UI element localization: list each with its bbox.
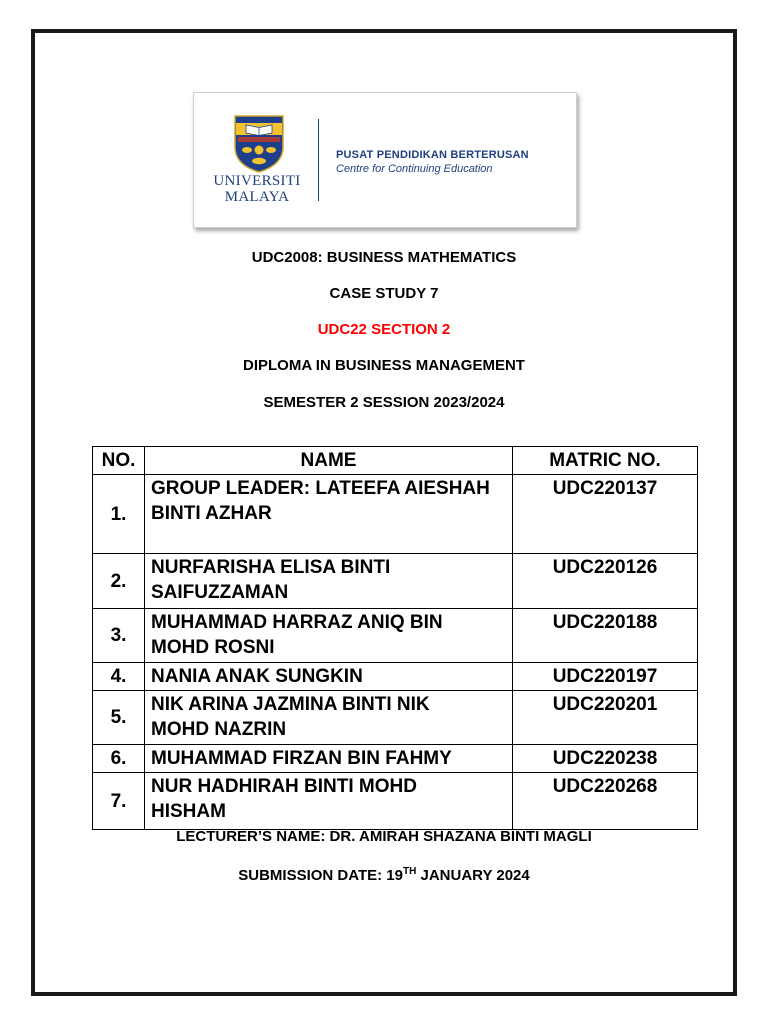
- member-name-line: MUHAMMAD HARRAZ ANIQ BIN: [151, 612, 443, 633]
- matric-number: UDC220126: [513, 554, 698, 609]
- row-number: 7.: [93, 773, 145, 830]
- table-header-row: [93, 447, 698, 475]
- semester-session: SEMESTER 2 SESSION 2023/2024: [263, 394, 505, 411]
- university-logo-banner: [193, 92, 577, 228]
- member-name-line: NUR HADHIRAH BINTI MOHD: [151, 776, 417, 797]
- lecturer-name: LECTURER’S NAME: DR. AMIRAH SHAZANA BINTI MAGLI: [176, 828, 592, 845]
- row-number: 1.: [93, 475, 145, 554]
- submission-date-prefix: SUBMISSION DATE: 19: [238, 867, 403, 884]
- centre-name-malay: PUSAT PENDIDIKAN BERTERUSAN: [336, 149, 529, 161]
- programme-name: DIPLOMA IN BUSINESS MANAGEMENT: [243, 357, 525, 374]
- course-title: UDC2008: BUSINESS MATHEMATICS: [251, 249, 517, 266]
- group-members-table: [92, 446, 698, 830]
- member-name: [145, 691, 513, 745]
- section-label: UDC22 SECTION 2: [317, 321, 451, 338]
- matric-number: UDC220137: [513, 475, 698, 554]
- matric-number: UDC220201: [513, 691, 698, 745]
- matric-number: UDC220197: [513, 663, 698, 691]
- matric-number: UDC220268: [513, 773, 698, 830]
- row-number: 4.: [93, 663, 145, 691]
- submission-date: [0, 867, 768, 885]
- table-row: [93, 745, 698, 773]
- member-name-line: SAIFUZZAMAN: [151, 582, 289, 603]
- case-study-title: CASE STUDY 7: [329, 285, 439, 302]
- university-name-line-2: MALAYA: [224, 189, 290, 205]
- member-name-line: MOHD ROSNI: [151, 637, 275, 658]
- member-name-line: NANIA ANAK SUNGKIN: [151, 666, 363, 687]
- row-number: 6.: [93, 745, 145, 773]
- member-name: [145, 773, 513, 830]
- table-row: [93, 773, 698, 830]
- matric-number: UDC220188: [513, 609, 698, 663]
- university-name-line-1: UNIVERSITI: [213, 173, 301, 189]
- member-name-line: NIK ARINA JAZMINA BINTI NIK: [151, 694, 430, 715]
- centre-name-english: Centre for Continuing Education: [336, 163, 493, 175]
- row-number: 3.: [93, 609, 145, 663]
- table-row: [93, 609, 698, 663]
- member-name-line: MOHD NAZRIN: [151, 719, 287, 740]
- matric-number: UDC220238: [513, 745, 698, 773]
- table-row: [93, 475, 698, 554]
- table-row: [93, 554, 698, 609]
- row-number: 5.: [93, 691, 145, 745]
- table-row: [93, 663, 698, 691]
- member-name: [145, 475, 513, 554]
- member-name: [145, 663, 513, 691]
- table-row: [93, 691, 698, 745]
- submission-date-ordinal: TH: [403, 866, 417, 877]
- row-number: 2.: [93, 554, 145, 609]
- member-name: [145, 745, 513, 773]
- university-crest-icon: [234, 115, 284, 173]
- logo-divider: [318, 119, 319, 201]
- member-name-line: BINTI AZHAR: [151, 503, 272, 524]
- member-name-line: GROUP LEADER: LATEEFA AIESHAH: [151, 478, 490, 499]
- header-matric: MATRIC NO.: [513, 447, 698, 475]
- submission-date-suffix: JANUARY 2024: [416, 867, 530, 884]
- member-name-line: HISHAM: [151, 801, 226, 822]
- member-name: [145, 609, 513, 663]
- member-name-line: MUHAMMAD FIRZAN BIN FAHMY: [151, 748, 452, 769]
- member-name: [145, 554, 513, 609]
- header-name: NAME: [145, 447, 513, 475]
- member-name-line: NURFARISHA ELISA BINTI: [151, 557, 391, 578]
- header-no: NO.: [93, 447, 145, 475]
